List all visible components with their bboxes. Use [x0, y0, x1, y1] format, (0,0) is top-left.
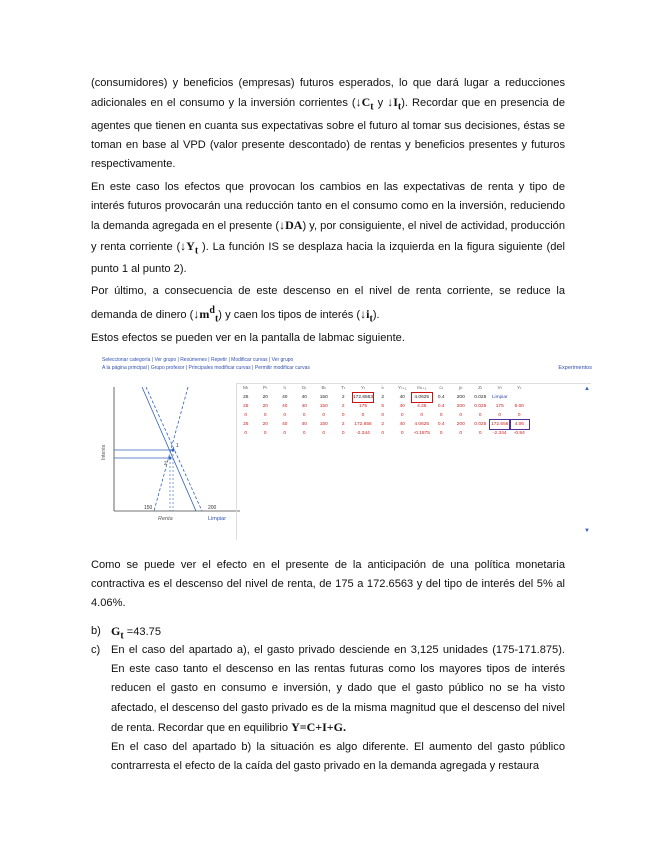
symbol-investment: $↓I_t$ [387, 95, 402, 113]
symbol-interest: $↓i_t$ [360, 307, 373, 325]
tick-150: 150 [144, 505, 153, 511]
symbol-income: $↓Y_t$ [180, 238, 199, 256]
result-box-blue: 4.06 [510, 420, 530, 429]
paragraph-labmac-intro: Estos efectos se pueden ver en la pantalla de labmac siguiente. [91, 332, 405, 344]
table-row: 25 20 40 40 150 2 172.656 2 40 4.0625 0.4 200 0.025 172.656 4.06 [236, 420, 529, 429]
tick-200: 200 [208, 505, 217, 511]
list-marker-c: c) [91, 644, 101, 656]
list-item-b: b) $G_t =43.75$ [91, 624, 162, 642]
point-1-label: 1 [176, 443, 179, 449]
table-row: 0 0 0 0 0 0 -2.344 0 0 -0.1875 0 0 0 -2.344 -0.94 [244, 431, 525, 436]
x-axis-label: Renta [158, 516, 173, 522]
paragraph-conclusion: Como se puede ver el efecto en el presente de la anticipación de una política monetaria contractiva es el descenso del nivel de renta, de 175 a 172.6563 y del tipo de interés del 5% al 4.06%. [91, 559, 565, 610]
y-axis-label: Interés [101, 444, 107, 460]
income-result-box[interactable]: 172.6563 [353, 395, 374, 400]
scroll-down-icon[interactable]: ▼ [584, 528, 590, 534]
equilibrium-equation: Y=C+I+G. [291, 719, 346, 734]
equilibrium-point-2 [169, 457, 172, 460]
paragraph-money-demand: Por último, a consecuencia de este descenso en el nivel de renta corriente, se reduce la demanda de dinero $(↓m^d_t)$ y caen los tipos de interés $(↓i_t)$. [91, 285, 565, 325]
point-2-label: 2 [164, 461, 167, 467]
table-row: 0 0 0 0 0 0 0 0 0 0 0 0 0 0 0 [244, 413, 521, 418]
list-c-paragraph-1: En el caso del apartado a), el gasto privado desciende en 3,125 unidades (175-171.875). En este caso tanto el descenso en las rentas futuras como los mayores tipos de interés reducen el gasto en consumo e inversión, y dado que el gasto público no se ha visto afectado, el descenso del gasto privado es de la misma magnitud que el descenso del nivel de renta. Recordar que en equilibrio Y=C+I+G. [111, 644, 565, 734]
is-lm-graph [101, 383, 242, 517]
list-item-c [91, 641, 565, 776]
labmac-screenshot [102, 354, 592, 542]
list-marker-b: b) [91, 625, 101, 637]
labmac-data-table [236, 384, 529, 438]
symbol-aggregate-demand: ↓DA [279, 218, 303, 233]
labmac-nav-top[interactable]: Seleccionar categoría | Ver grupo | Resúmenes | Repetir | Modificar curvas | Ver grupo [102, 357, 294, 363]
result-box-blue: 172.656 [491, 422, 509, 427]
lm-curve [154, 387, 188, 511]
is-curve-new [142, 387, 196, 511]
clear-button[interactable]: Limpiar [491, 395, 508, 400]
paragraph-demand-effect: En este caso los efectos que provocan los cambios en las expectativas de renta y tipo de interés futuros provocarán una reducción tanto en el consumo como en la inversión, reduciendo la demanda agregada en el presente (↓DA) y, por consiguiente, el nivel de actividad, producción y renta corriente ($↓Y_t$ ). La función IS se desplaza hacia la izquierda en la figura siguiente (del punto 1 al punto 2). [91, 181, 566, 276]
labmac-nav-bottom[interactable]: A la página principal | Grupo profesor | Principales modificar curvas | Permitir modificar curvas [102, 365, 310, 371]
symbol-government-spending: $G_t$ [111, 624, 124, 642]
symbol-consumption: $↓C_t$ [355, 95, 374, 113]
table-input-row: 25 20 40 40 150 2 172.6563 2 40 4.0625 0.4 200 0.025 Limpiar [243, 395, 508, 400]
table-row: 25 20 40 40 150 2 175 5 40 4.25 0.4 200 0.025 175 5.00 [243, 404, 524, 409]
paragraph-expectations: (consumidores) y beneficios (empresas) futuros esperados, lo que dará lugar a reducciones adicionales en el consumo y la inversión corrientes ($↓C_t$ y $↓I_t$). Recordar que en presencia de agentes que tienen en cuanta sus expectativas sobre el futuro al tomar sus decisiones, éstas se toman en base al VPD (valor presente descontado) de rentas y beneficios presentes y futuros respectivamente. [91, 77, 565, 171]
is-lm-chart [110, 383, 242, 517]
equilibrium-point-1 [172, 449, 175, 452]
clear-graph-link[interactable]: Limpiar [208, 516, 227, 522]
list-c-paragraph-2: En el caso del apartado b) la situación es algo diferente. El aumento del gasto público contrarresta el efecto de la caída del gasto privado en la demanda agregada y restaura [111, 741, 565, 773]
experiments-link[interactable]: Experimentos [558, 365, 592, 371]
scroll-up-icon[interactable]: ▲ [584, 386, 590, 392]
interest-result-box[interactable]: 4.0625 [412, 393, 432, 402]
symbol-money-demand: $↓m^d_t$ [193, 305, 219, 325]
table-header-row: Mₜ Pₜ Iₜ Gₜ Bₜ Tₜ Yₜ iₜ Yₜ₊₁ mₜ₊₁ cₜ yₜ Zₜ Vₜ Yₜ [243, 386, 522, 391]
